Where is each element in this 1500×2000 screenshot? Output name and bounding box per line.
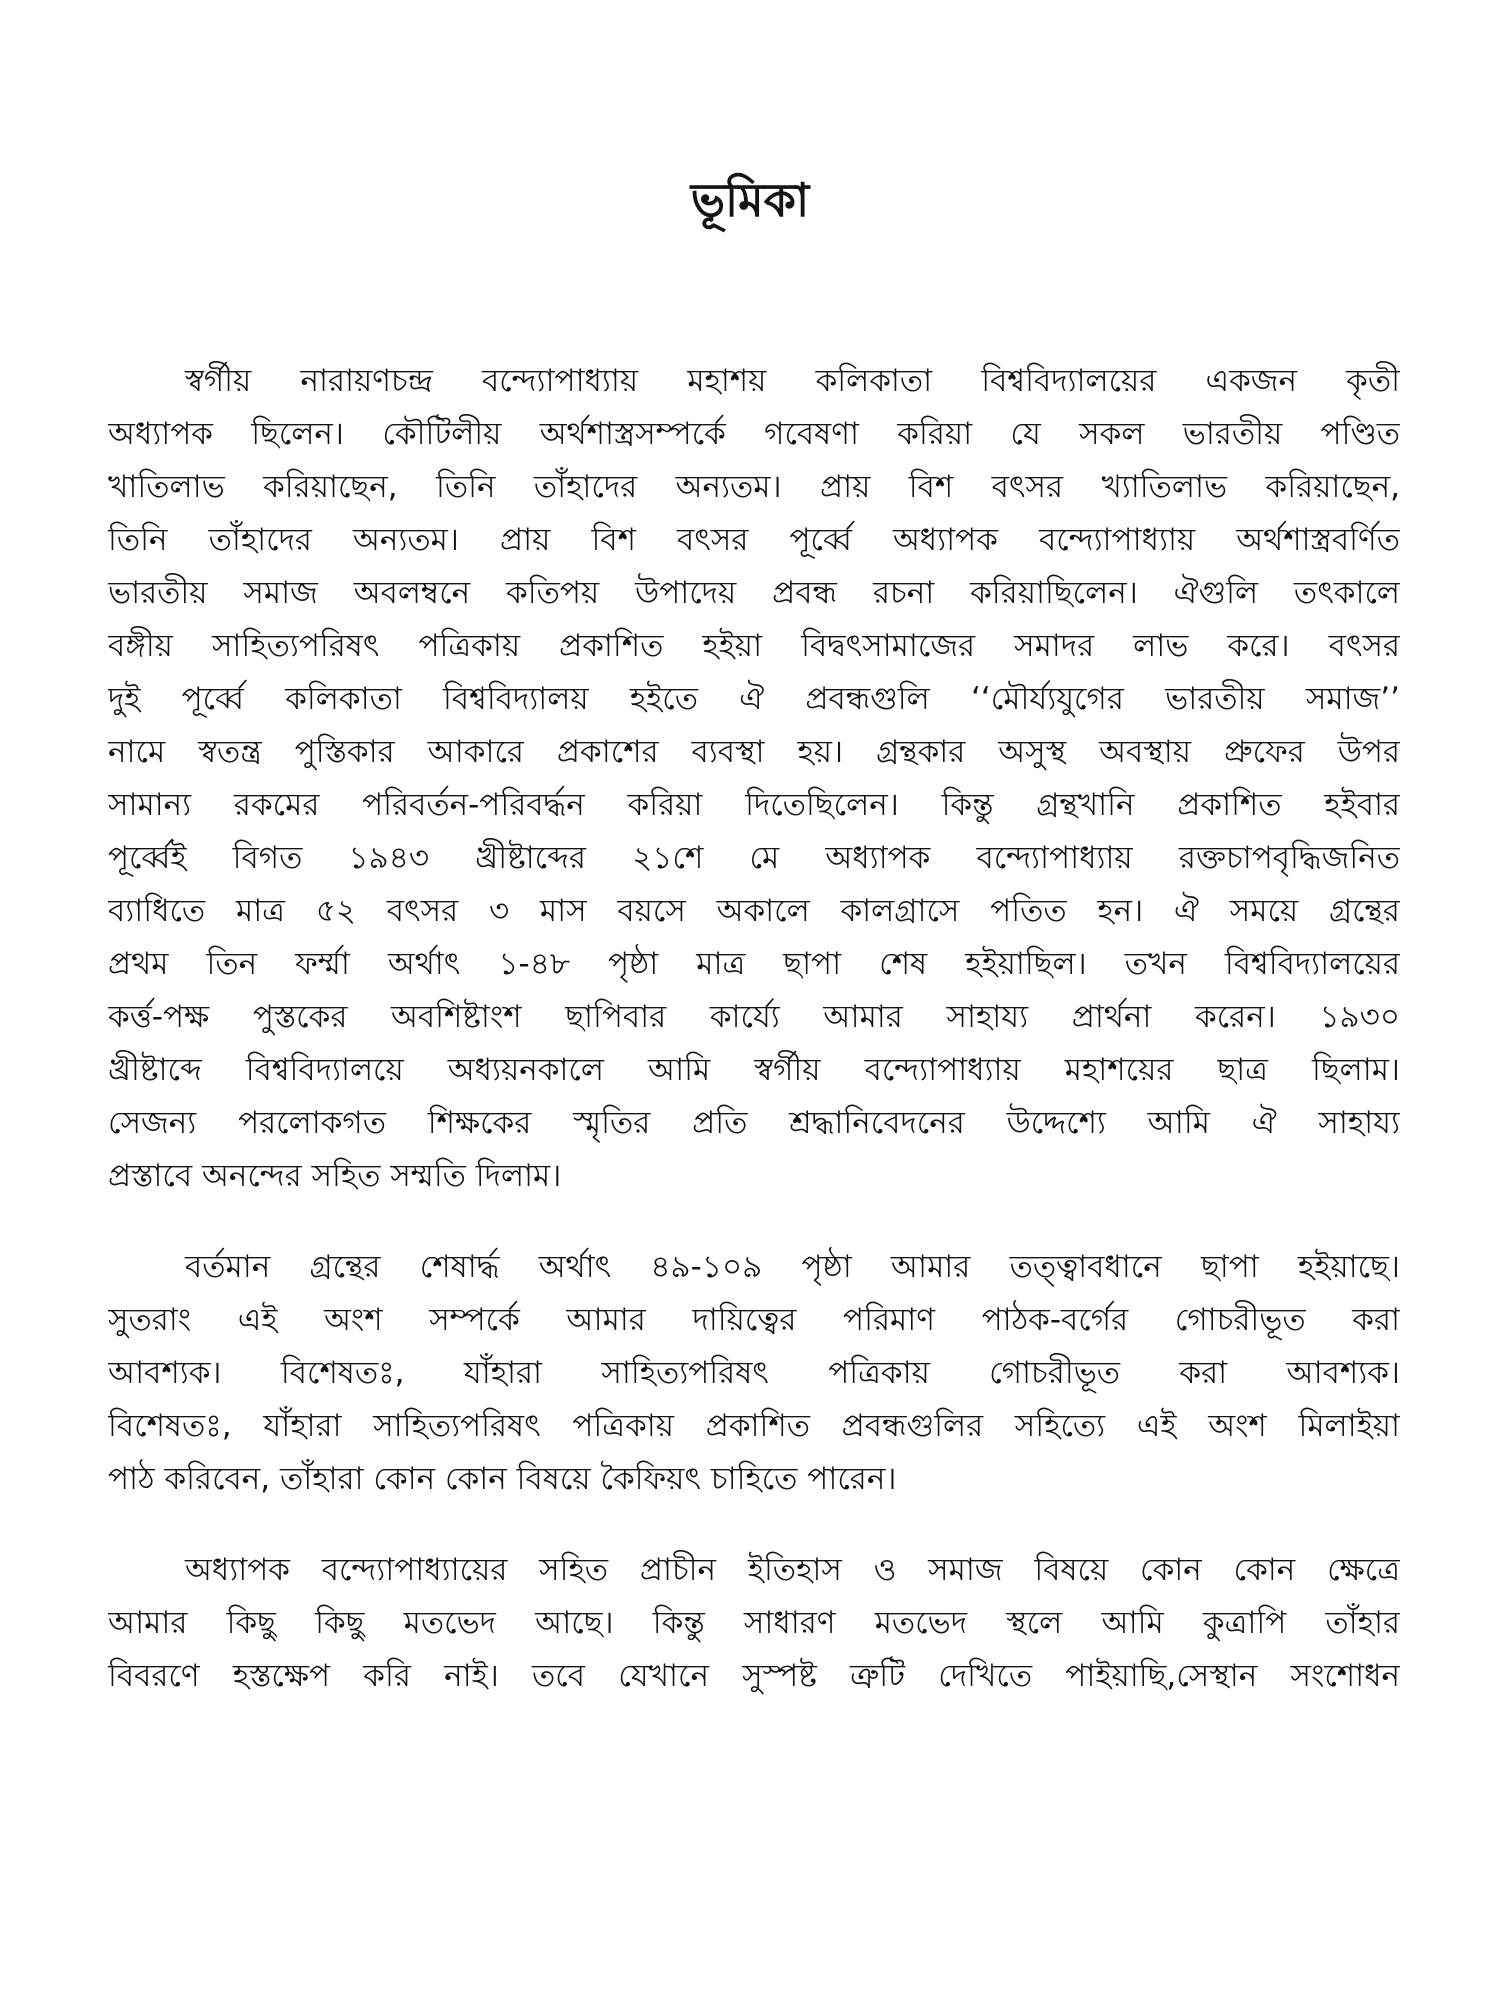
text-line: পূর্ব্বেই বিগত ১৯৪৩ খ্রীষ্টাব্দের ২১শে মে অধ্যাপক বন্দ্যোপাধ্যায় রক্তচাপবৃদ্ধিজনিত: [108, 840, 1400, 876]
body-text: [108, 355, 1400, 1741]
text-line: সামান্য রকমের পরিবর্তন-পরিবর্দ্ধন করিয়া দিতেছিলেন। কিন্তু গ্রন্থখানি প্রকাশিত হইবার: [108, 787, 1400, 823]
paragraph: [108, 355, 1400, 1203]
text-line: আমার কিছু কিছু মতভেদ আছে। কিন্তু সাধারণ মতভেদ স্থলে আমি কুত্রাপি তাঁহার: [108, 1605, 1400, 1641]
paragraph: [108, 1544, 1400, 1703]
text-line: বিবরণে হস্তক্ষেপ করি নাই। তবে যেখানে সুস্পষ্ট ত্রুটি দেখিতে পাইয়াছি,সেস্থান সংশোধন: [108, 1658, 1400, 1694]
text-line: প্রস্তাবে অনন্দের সহিত সম্মতি দিলাম।: [108, 1158, 562, 1194]
text-line: বর্তমান গ্রন্থের শেষার্দ্ধ অর্থাৎ ৪৯-১০৯ পৃষ্ঠা আমার তত্ত্বাবধানে ছাপা হইয়াছে।: [185, 1249, 1400, 1285]
text-line: নামে স্বতন্ত্র পুস্তিকার আকারে প্রকাশের ব্যবস্থা হয়। গ্রন্থকার অসুস্থ অবস্থায় প্রুফের উপর: [108, 734, 1400, 770]
text-line: পাঠ করিবেন, তাঁহারা কোন কোন বিষয়ে কৈফিয়ৎ চাহিতে পারেন।: [108, 1461, 897, 1497]
text-line: বিশেষতঃ, যাঁহারা সাহিত্যপরিষৎ পত্রিকায় প্রকাশিত প্রবন্ধগুলির সহিত্যে এই অংশ মিলাইয়া: [108, 1408, 1400, 1444]
paragraph: [108, 1241, 1400, 1506]
text-line: সুতরাং এই অংশ সম্পর্কে আমার দায়িত্বের পরিমাণ পাঠক-বর্গের গোচরীভূত করা: [108, 1302, 1400, 1338]
text-line: প্রথম তিন ফর্ম্মা অর্থাৎ ১-৪৮ পৃষ্ঠা মাত্র ছাপা শেষ হইয়াছিল। তখন বিশ্ববিদ্যালয়ের: [108, 946, 1400, 982]
text-line: বঙ্গীয় সাহিত্যপরিষৎ পত্রিকায় প্রকাশিত হইয়া বিদ্বৎসামাজের সমাদর লাভ করে। বৎসর: [108, 628, 1400, 664]
page-title: ভূমিকা: [690, 173, 810, 227]
text-line: তিনি তাঁহাদের অন্যতম। প্রায় বিশ বৎসর পূর্ব্বে অধ্যাপক বন্দ্যোপাধ্যায় অর্থশাস্ত্রবর্ণিত: [108, 522, 1400, 558]
text-line: খ্রীষ্টাব্দে বিশ্ববিদ্যালয়ে অধ্যয়নকালে আমি স্বর্গীয় বন্দ্যোপাধ্যায় মহাশয়ের ছাত্র ছিলাম।: [108, 1052, 1400, 1088]
text-line: ভারতীয় সমাজ অবলম্বনে কতিপয় উপাদেয় প্রবন্ধ রচনা করিয়াছিলেন। ঐগুলি তৎকালে: [108, 575, 1400, 611]
text-line: ব্যাধিতে মাত্র ৫২ বৎসর ৩ মাস বয়সে অকালে কালগ্রাসে পতিত হন। ঐ সময়ে গ্রন্থের: [108, 893, 1400, 929]
text-line: দুই পূর্ব্বে কলিকাতা বিশ্ববিদ্যালয় হইতে ঐ প্রবন্ধগুলি ‘‘মৌর্য্যযুগের ভারতীয় সমাজ’’: [108, 681, 1400, 717]
text-line: সেজন্য পরলোকগত শিক্ষকের স্মৃতির প্রতি শ্রদ্ধানিবেদনের উদ্দেশ্যে আমি ঐ সাহায্য: [108, 1105, 1400, 1141]
text-line: খাতিলাভ করিয়াছেন, তিনি তাঁহাদের অন্যতম। প্রায় বিশ বৎসর খ্যাতিলাভ করিয়াছেন,: [108, 469, 1400, 505]
text-line: অধ্যাপক বন্দ্যোপাধ্যায়ের সহিত প্রাচীন ইতিহাস ও সমাজ বিষয়ে কোন কোন ক্ষেত্রে: [185, 1552, 1400, 1588]
text-line: কর্ত্ত-পক্ষ পুস্তকের অবশিষ্টাংশ ছাপিবার কার্য্যে আমার সাহায্য প্রার্থনা করেন। ১৯৩০: [108, 999, 1400, 1035]
text-line: অধ্যাপক ছিলেন। কৌটিলীয় অর্থশাস্ত্রসম্পর্কে গবেষণা করিয়া যে সকল ভারতীয় পণ্ডিত: [108, 416, 1400, 452]
text-line: আবশ্যক। বিশেষতঃ, যাঁহারা সাহিত্যপরিষৎ পত্রিকায় গোচরীভূত করা আবশ্যক।: [108, 1355, 1400, 1391]
text-line: স্বর্গীয় নারায়ণচন্দ্র বন্দ্যোপাধ্যায় মহাশয় কলিকাতা বিশ্ববিদ্যালয়ের একজন কৃতী: [185, 363, 1400, 399]
